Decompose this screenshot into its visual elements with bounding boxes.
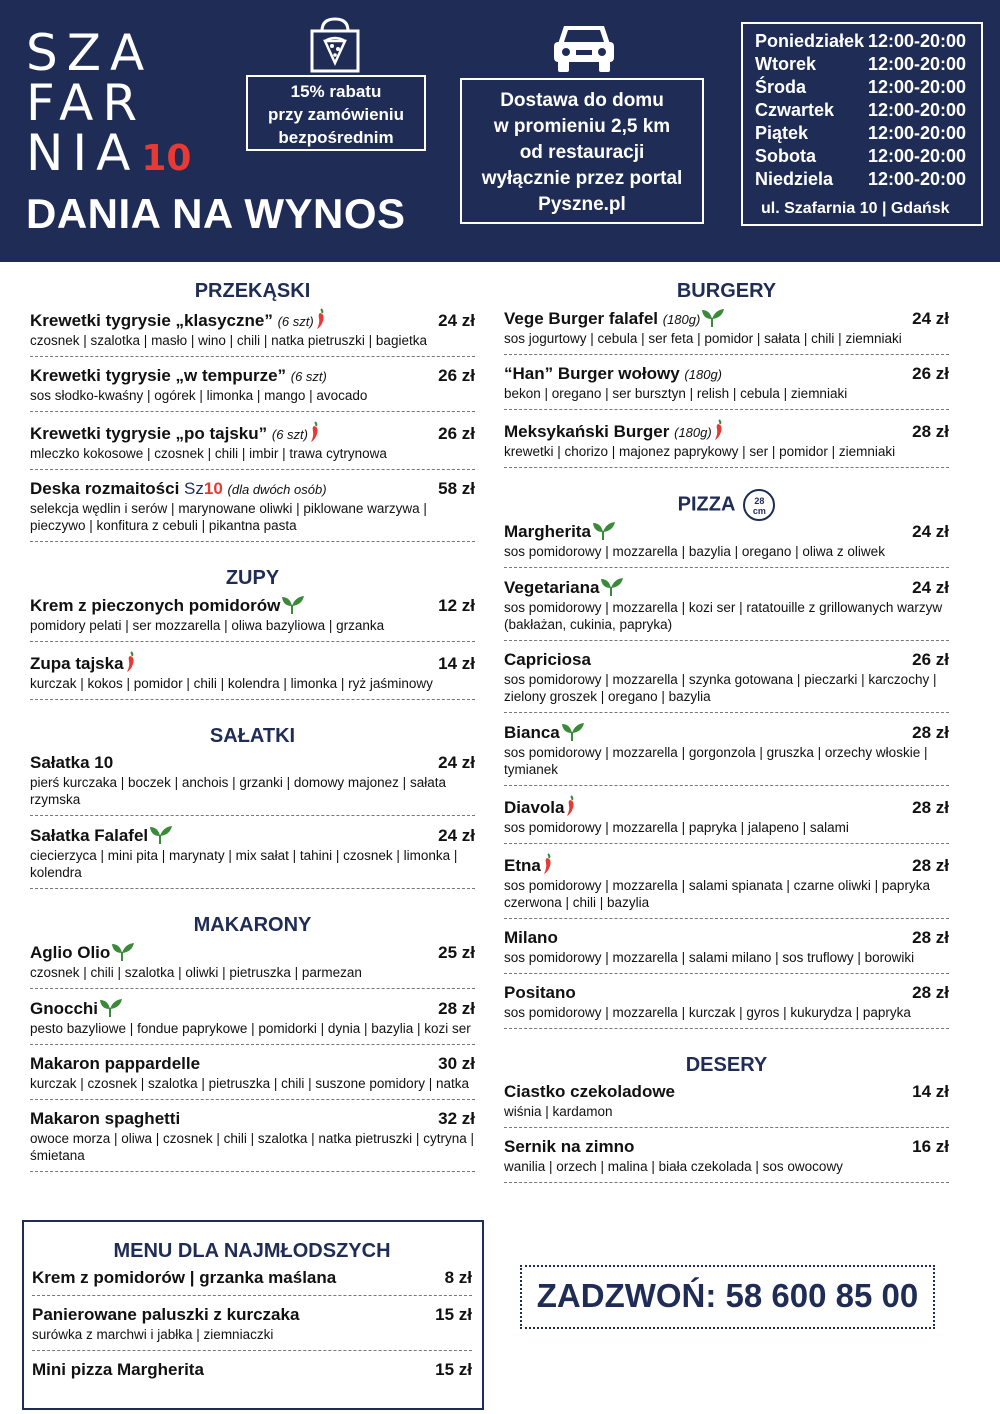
call-phone: 58 600 85 00 bbox=[725, 1277, 919, 1314]
menu-item-note: (180g) bbox=[684, 367, 722, 382]
menu-item-price: 26 zł bbox=[912, 364, 949, 383]
menu-item-description: bekon | oregano | ser bursztyn | relish | cebula | ziemniaki bbox=[504, 386, 848, 401]
menu-item-description: sos pomidorowy | mozzarella | kurczak | gyros | kukurydza | papryka bbox=[504, 1005, 911, 1020]
hours-row bbox=[755, 99, 981, 122]
menu-item bbox=[504, 722, 949, 786]
section-salatki bbox=[30, 753, 475, 889]
menu-item-description: pierś kurczaka | boczek | anchois | grzanki | domowy majonez | sałata rzymska bbox=[30, 775, 446, 807]
menu-item bbox=[30, 366, 475, 412]
leaf-icon bbox=[99, 998, 123, 1018]
menu-item-header bbox=[504, 419, 949, 442]
menu-item-description: czosnek | szalotka | masło | wino | chili | natka pietruszki | bagietka bbox=[30, 333, 427, 348]
menu-item-name: Sałatka Falafel bbox=[30, 826, 149, 845]
menu-item bbox=[30, 942, 475, 989]
menu-item-note: (180g) bbox=[662, 312, 701, 327]
menu-item-name: Krewetki tygrysie „klasyczne” bbox=[30, 311, 273, 330]
menu-item-header bbox=[30, 421, 475, 444]
menu-item-price: 24 zł bbox=[438, 826, 475, 845]
menu-item-title bbox=[504, 795, 577, 818]
menu-item bbox=[504, 983, 949, 1029]
menu-item-description: sos pomidorowy | mozzarella | kozi ser | ratatouille z grillowanych warzyw (bakłażan, cukinia, papryka) bbox=[504, 600, 943, 632]
menu-item-title bbox=[30, 479, 327, 499]
menu-item-title bbox=[30, 308, 327, 331]
menu-item-title bbox=[32, 1360, 204, 1380]
menu-item-header bbox=[504, 983, 949, 1003]
menu-item-title bbox=[30, 595, 305, 616]
menu-item-description: sos pomidorowy | mozzarella | salami milano | sos truflowy | borowiki bbox=[504, 950, 915, 965]
menu-item-description: mleczko kokosowe | czosnek | chili | imbir | trawa cytrynowa bbox=[30, 446, 387, 461]
menu-item bbox=[30, 825, 475, 889]
section-title-makarony: MAKARONY bbox=[193, 914, 312, 936]
menu-item bbox=[504, 364, 949, 410]
call-box bbox=[520, 1265, 935, 1329]
menu-item-name: Zupa tajska bbox=[30, 654, 124, 673]
menu-item-title bbox=[30, 753, 113, 773]
section-pizza bbox=[504, 521, 949, 1029]
menu-item-title bbox=[504, 722, 585, 743]
hours-time: 12:00-20:00 bbox=[868, 77, 967, 97]
delivery-line-3: od restauracji bbox=[519, 142, 645, 163]
car-icon bbox=[552, 20, 616, 76]
menu-item-header bbox=[504, 928, 949, 948]
hours-row bbox=[755, 122, 981, 145]
menu-item bbox=[504, 1137, 949, 1183]
menu-item-note: (6 szt) bbox=[290, 369, 327, 384]
menu-item-name: Diavola bbox=[504, 798, 565, 817]
menu-item-title bbox=[504, 419, 725, 442]
pizza-size-badge bbox=[743, 489, 775, 521]
menu-item bbox=[30, 479, 475, 542]
promo-line-2: przy zamówieniu bbox=[267, 105, 405, 124]
hours-day: Niedziela bbox=[755, 169, 834, 189]
menu-item-title bbox=[30, 942, 135, 963]
hours-day: Piątek bbox=[755, 123, 809, 143]
logo bbox=[26, 24, 192, 184]
section-desery bbox=[504, 1082, 949, 1183]
section-title-desery: DESERY bbox=[685, 1054, 768, 1076]
menu-item-price: 32 zł bbox=[438, 1109, 475, 1128]
menu-item bbox=[30, 998, 475, 1045]
hours-day: Czwartek bbox=[755, 100, 835, 120]
promo-box bbox=[246, 75, 426, 151]
leaf-icon bbox=[281, 595, 305, 615]
delivery-line-1: Dostawa do domu bbox=[500, 90, 664, 111]
hours-row bbox=[755, 145, 981, 168]
menu-item-title bbox=[504, 577, 624, 598]
menu-item-title bbox=[30, 651, 137, 674]
menu-item-name: Vegetariana bbox=[504, 578, 600, 597]
promo-line-1: 15% rabatu bbox=[290, 82, 382, 101]
menu-item-price: 26 zł bbox=[438, 424, 475, 443]
hours-time: 12:00-20:00 bbox=[868, 31, 967, 51]
hours-time: 12:00-20:00 bbox=[868, 100, 967, 120]
menu-item-name: Aglio Olio bbox=[30, 943, 111, 962]
menu-item-price: 24 zł bbox=[438, 311, 475, 330]
menu-item-name: Makaron pappardelle bbox=[30, 1054, 201, 1073]
hours-row bbox=[755, 168, 981, 191]
menu-item-header bbox=[30, 1109, 475, 1129]
menu-item-name: Makaron spaghetti bbox=[30, 1109, 181, 1128]
call-label: ZADZWOŃ: bbox=[536, 1277, 717, 1314]
menu-item-description: sos pomidorowy | mozzarella | gorgonzola | gruszka | orzechy włoskie | tymianek bbox=[504, 745, 928, 777]
menu-item-header bbox=[30, 479, 475, 499]
menu-item-name: Krewetki tygrysie „po tajsku” bbox=[30, 424, 268, 443]
menu-item-description: kurczak | kokos | pomidor | chili | kolendra | limonka | ryż jaśminowy bbox=[30, 676, 433, 691]
menu-item-price: 28 zł bbox=[912, 723, 949, 742]
menu-item bbox=[30, 1109, 475, 1172]
menu-item bbox=[504, 853, 949, 919]
menu-item-price: 25 zł bbox=[438, 943, 475, 962]
menu-item bbox=[32, 1305, 472, 1351]
menu-item-note: (dla dwóch osób) bbox=[227, 482, 327, 497]
header bbox=[0, 0, 1000, 262]
menu-item-header bbox=[504, 577, 949, 598]
section-kids bbox=[32, 1268, 472, 1387]
menu-item-price: 28 zł bbox=[912, 856, 949, 875]
hours-time: 12:00-20:00 bbox=[868, 123, 967, 143]
hours-row bbox=[755, 30, 981, 53]
section-przekaski bbox=[30, 308, 475, 542]
menu-item bbox=[32, 1360, 472, 1387]
chili-icon bbox=[713, 419, 725, 441]
menu-item-header bbox=[30, 942, 475, 963]
address: ul. Szafarnia 10 | Gdańsk bbox=[761, 200, 950, 217]
menu-item-header bbox=[504, 853, 949, 876]
menu-item-description: sos jogurtowy | cebula | ser feta | pomidor | sałata | chili | ziemniaki bbox=[504, 331, 902, 346]
menu-item-name: Ciastko czekoladowe bbox=[504, 1082, 676, 1101]
chili-icon bbox=[565, 795, 577, 817]
menu-item bbox=[504, 650, 949, 713]
hours-time: 12:00-20:00 bbox=[868, 146, 967, 166]
menu-item-description: sos pomidorowy | mozzarella | salami spianata | czarne oliwki | papryka czerwona | chili | bazylia bbox=[504, 878, 930, 910]
promo-line-3: bezpośrednim bbox=[278, 128, 394, 147]
chili-icon bbox=[125, 651, 137, 673]
menu-item bbox=[504, 521, 949, 568]
section-makarony bbox=[30, 942, 475, 1172]
delivery-line-5: Pyszne.pl bbox=[538, 194, 626, 215]
menu-item-title bbox=[32, 1305, 299, 1325]
pizza-size-num: 28 bbox=[754, 496, 765, 506]
section-zupy bbox=[30, 595, 475, 700]
menu-item-name: Etna bbox=[504, 856, 541, 875]
leaf-icon bbox=[561, 722, 585, 742]
menu-item bbox=[30, 421, 475, 470]
section-title-kids: MENU DLA NAJMŁODSZYCH bbox=[113, 1240, 391, 1262]
menu-item-price: 24 zł bbox=[438, 753, 475, 772]
menu-item-description: surówka z marchwi i jabłka | ziemniaczki bbox=[32, 1327, 274, 1342]
menu-item-title bbox=[30, 1054, 200, 1074]
menu-item-header bbox=[30, 366, 475, 386]
menu-item-header bbox=[30, 753, 475, 773]
page-title: DANIA NA WYNOS bbox=[26, 190, 406, 237]
menu-item-header bbox=[504, 722, 949, 743]
menu-item-price: 30 zł bbox=[438, 1054, 475, 1073]
menu-item-header bbox=[504, 1137, 949, 1157]
menu-item-description: pesto bazyliowe | fondue paprykowe | pomidorki | dynia | bazylia | kozi ser bbox=[30, 1021, 471, 1036]
menu-item-description: sos słodko-kwaśny | ogórek | limonka | mango | avocado bbox=[30, 388, 368, 403]
menu-item-title bbox=[30, 998, 123, 1019]
menu-item-header bbox=[30, 825, 475, 846]
section-title-burgery: BURGERY bbox=[676, 280, 777, 302]
menu-item bbox=[504, 419, 949, 468]
menu-item-title bbox=[504, 308, 725, 329]
menu-item-header bbox=[32, 1268, 472, 1288]
menu-item bbox=[504, 308, 949, 355]
hours-day: Wtorek bbox=[755, 54, 817, 74]
menu-item-description: wiśnia | kardamon bbox=[504, 1104, 613, 1119]
menu-item-name: Positano bbox=[504, 983, 576, 1002]
hours-day: Środa bbox=[755, 77, 807, 97]
leaf-icon bbox=[111, 942, 135, 962]
menu-item-price: 8 zł bbox=[444, 1268, 472, 1287]
menu-item bbox=[504, 577, 949, 641]
leaf-icon bbox=[701, 308, 725, 328]
brand-ten: 10 bbox=[203, 479, 223, 498]
menu-item-description: sos pomidorowy | mozzarella | szynka gotowana | pieczarki | karczochy | zielony groszek | oregano | bazylia bbox=[504, 672, 937, 704]
menu-item-price: 26 zł bbox=[438, 366, 475, 385]
menu-item-price: 12 zł bbox=[438, 596, 475, 615]
menu-item-description: selekcja wędlin i serów | marynowane oliwki | piklowane warzywa | pieczywo | konfitura z cebuli | pikantna pasta bbox=[30, 501, 427, 533]
logo-line-3-text: NIA bbox=[26, 124, 140, 182]
menu-item-note: (180g) bbox=[674, 425, 712, 440]
menu-item-name: Vege Burger falafel bbox=[504, 309, 659, 328]
chili-icon bbox=[309, 421, 321, 443]
menu-item-price: 28 zł bbox=[912, 983, 949, 1002]
menu-item-title bbox=[30, 825, 173, 846]
menu-item bbox=[504, 1082, 949, 1128]
logo-number: 10 bbox=[141, 138, 192, 179]
logo-line-1: SZA bbox=[26, 24, 154, 82]
left-column bbox=[30, 276, 475, 1181]
menu-item-header bbox=[504, 308, 949, 329]
menu-item-price: 24 zł bbox=[912, 522, 949, 541]
delivery-line-4: wyłącznie przez portal bbox=[481, 168, 683, 189]
opening-hours bbox=[741, 22, 983, 226]
leaf-icon bbox=[149, 825, 173, 845]
menu-item-title bbox=[504, 364, 722, 384]
menu-item-description: ciecierzyca | mini pita | marynaty | mix sałat | tahini | czosnek | limonka | kolendra bbox=[30, 848, 458, 880]
brand-sz: Sz bbox=[184, 479, 204, 498]
menu-item-price: 24 zł bbox=[912, 578, 949, 597]
menu-item-description: owoce morza | oliwa | czosnek | chili | szalotka | natka pietruszki | cytryna | śmietana bbox=[30, 1131, 474, 1163]
menu-item-header bbox=[32, 1360, 472, 1380]
menu-item-title bbox=[504, 1082, 675, 1102]
menu-item bbox=[504, 928, 949, 974]
menu-item-price: 24 zł bbox=[912, 309, 949, 328]
menu-item-title bbox=[504, 1137, 634, 1157]
menu-item-description: sos pomidorowy | mozzarella | papryka | jalapeno | salami bbox=[504, 820, 849, 835]
hours-time: 12:00-20:00 bbox=[868, 169, 967, 189]
menu-item-price: 58 zł bbox=[438, 479, 475, 498]
menu-item-description: sos pomidorowy | mozzarella | bazylia | oregano | oliwa z oliwek bbox=[504, 544, 885, 559]
menu-item-description: krewetki | chorizo | majonez paprykowy | ser | pomidor | ziemniaki bbox=[504, 444, 896, 459]
logo-line-2: FAR bbox=[26, 74, 147, 132]
menu-item-price: 15 zł bbox=[435, 1360, 472, 1379]
hours-day: Sobota bbox=[755, 146, 816, 166]
menu-item bbox=[504, 795, 949, 844]
delivery-line-2: w promieniu 2,5 km bbox=[493, 116, 671, 137]
right-column bbox=[504, 276, 949, 1192]
menu-item-title bbox=[504, 928, 558, 948]
menu-item-header bbox=[30, 651, 475, 674]
hours-row bbox=[755, 76, 981, 99]
menu-item-header bbox=[30, 998, 475, 1019]
menu-item-description: pomidory pelati | ser mozzarella | oliwa bazyliowa | grzanka bbox=[30, 618, 385, 633]
menu-item-header bbox=[30, 1054, 475, 1074]
leaf-icon bbox=[600, 577, 624, 597]
menu-item-name: Margherita bbox=[504, 522, 591, 541]
menu-item-title bbox=[504, 521, 616, 542]
section-title-przekaski: PRZEKĄSKI bbox=[194, 280, 311, 302]
menu-item-title bbox=[504, 650, 591, 670]
menu-item bbox=[30, 308, 475, 357]
menu-item-header bbox=[30, 595, 475, 616]
chili-icon bbox=[315, 308, 327, 330]
menu-item-header bbox=[504, 795, 949, 818]
menu-item-name: Bianca bbox=[504, 723, 560, 742]
hours-time: 12:00-20:00 bbox=[868, 54, 967, 74]
menu-item-title bbox=[504, 853, 554, 876]
section-title-pizza bbox=[504, 489, 949, 519]
menu-item-description: kurczak | czosnek | szalotka | pietruszka | chili | suszone pomidory | natka bbox=[30, 1076, 469, 1091]
menu-item bbox=[30, 753, 475, 816]
menu-item bbox=[30, 595, 475, 642]
hours-row bbox=[755, 53, 981, 76]
shopping-bag-pizza-icon bbox=[308, 15, 362, 75]
menu-item-title bbox=[504, 983, 576, 1003]
menu-item-price: 26 zł bbox=[912, 650, 949, 669]
menu-item-description: czosnek | chili | szalotka | oliwki | pietruszka | parmezan bbox=[30, 965, 362, 980]
section-burgery bbox=[504, 308, 949, 468]
kids-menu bbox=[22, 1220, 484, 1410]
pizza-title-text: PIZZA bbox=[677, 493, 736, 516]
menu-item-title bbox=[30, 1109, 180, 1129]
menu-item-title bbox=[30, 421, 321, 444]
menu-item bbox=[30, 651, 475, 700]
menu-item bbox=[32, 1268, 472, 1296]
menu-item-name: Deska rozmaitości bbox=[30, 479, 180, 498]
menu-item-header bbox=[504, 650, 949, 670]
menu-item bbox=[30, 1054, 475, 1100]
menu-item-name: Milano bbox=[504, 928, 558, 947]
menu-item-price: 16 zł bbox=[912, 1137, 949, 1156]
menu-item-name: Capriciosa bbox=[504, 650, 591, 669]
menu-item-price: 14 zł bbox=[438, 654, 475, 673]
menu-item-price: 14 zł bbox=[912, 1082, 949, 1101]
section-title-zupy: ZUPY bbox=[225, 567, 280, 589]
menu-item-price: 28 zł bbox=[912, 422, 949, 441]
menu-item-name: Meksykański Burger bbox=[504, 422, 670, 441]
menu-item-name: “Han” Burger wołowy bbox=[504, 364, 680, 383]
menu-item-price: 28 zł bbox=[912, 928, 949, 947]
hours-day: Poniedziałek bbox=[755, 31, 865, 51]
menu-item-name: Krem z pieczonych pomidorów bbox=[30, 596, 281, 615]
menu-item-name: Gnocchi bbox=[30, 999, 99, 1018]
menu-item-price: 28 zł bbox=[912, 798, 949, 817]
menu-item-price: 15 zł bbox=[435, 1305, 472, 1324]
menu-item-header bbox=[504, 521, 949, 542]
pizza-size-unit: cm bbox=[752, 506, 766, 516]
menu-item-header bbox=[504, 1082, 949, 1102]
chili-icon bbox=[542, 853, 554, 875]
logo-line-3 bbox=[26, 124, 192, 184]
menu-item-header bbox=[32, 1305, 472, 1325]
menu-item-name: Mini pizza Margherita bbox=[32, 1360, 204, 1379]
menu-item-title bbox=[30, 366, 327, 386]
leaf-icon bbox=[592, 521, 616, 541]
menu-item-name: Sernik na zimno bbox=[504, 1137, 635, 1156]
menu-item-title bbox=[32, 1268, 336, 1288]
menu-item-description: wanilia | orzech | malina | biała czekolada | sos owocowy bbox=[504, 1159, 843, 1174]
menu-item-note: (6 szt) bbox=[277, 314, 314, 329]
menu-item-name: Panierowane paluszki z kurczaka bbox=[32, 1305, 300, 1324]
section-title-salatki: SAŁATKI bbox=[209, 725, 296, 747]
menu-item-name: Krewetki tygrysie „w tempurze” bbox=[30, 366, 287, 385]
menu-item-header bbox=[30, 308, 475, 331]
menu-item-header bbox=[504, 364, 949, 384]
delivery-box bbox=[460, 78, 704, 224]
menu-item-price: 28 zł bbox=[438, 999, 475, 1018]
menu-item-note: (6 szt) bbox=[271, 427, 308, 442]
menu-item-name: Sałatka 10 bbox=[30, 753, 114, 772]
menu-item-name: Krem z pomidorów | grzanka maślana bbox=[32, 1268, 337, 1287]
